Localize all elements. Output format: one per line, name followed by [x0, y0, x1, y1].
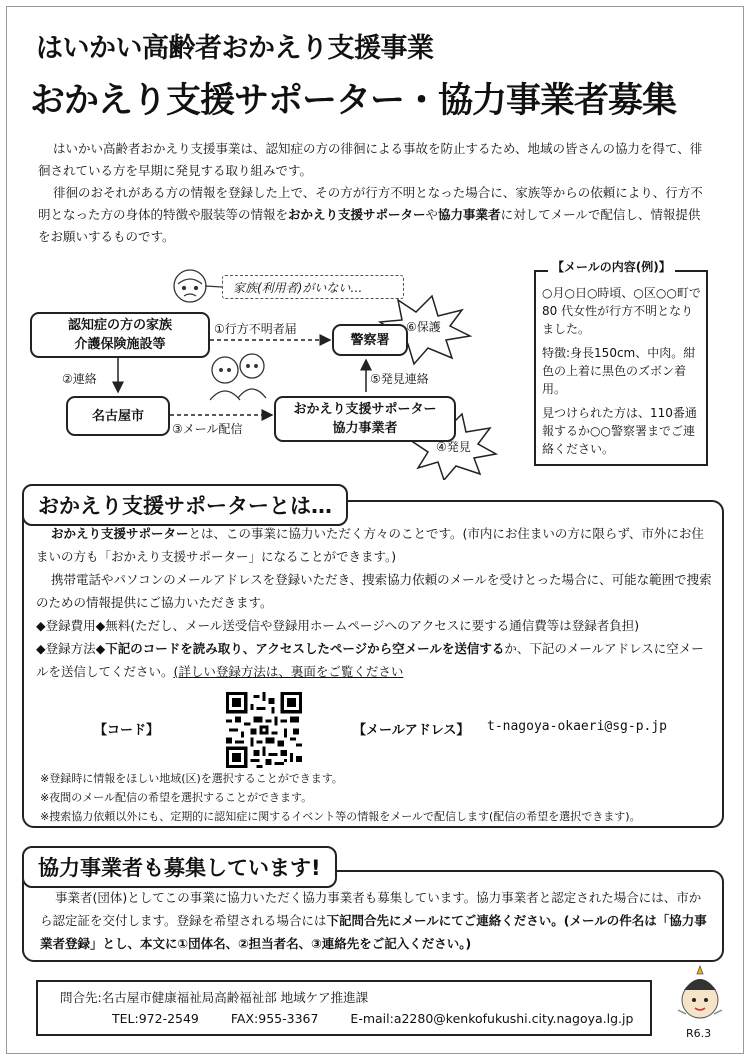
supporter-section-heading: おかえり支援サポーターとは…	[22, 484, 348, 526]
intro-bold-partner: 協力事業者	[438, 207, 501, 222]
city-box-label: 名古屋市	[91, 408, 144, 424]
family-box	[30, 312, 210, 358]
step-4-label: ④発見	[436, 440, 471, 454]
version-label: R6.3	[686, 1027, 712, 1040]
mail-address-label: 【メールアドレス】	[353, 723, 470, 738]
city-box	[66, 396, 170, 436]
code-label: 【コード】	[94, 723, 160, 738]
supporter-box-line2: 協力事業者	[332, 421, 398, 436]
elderly-person-icon	[174, 270, 222, 302]
note-3: ※捜索協力依頼以外にも、定期的に認知症に関するイベント等の情報をメールで配信します(配信の希望を選択できます)。	[40, 810, 641, 823]
mail-address-link[interactable]: t-nagoya-okaeri@sg-p.jp	[487, 719, 668, 734]
supporter-box	[274, 396, 456, 442]
family-box-line1: 認知症の方の家族	[67, 318, 172, 333]
partner-text-bold: 下記問合先にメールにてご連絡ください。(メールの件名は「協力事業者登録」とし、本文に①団体名、②担当者名、③連絡先をご記入ください。)	[40, 913, 707, 951]
title-line1: はいかい高齢者おかえり支援事業	[36, 33, 434, 64]
intro-text-d: に対してメールで配信し、情報提供をお願いするものです。	[38, 207, 701, 244]
supporter-box-line1: おかえり支援サポーター	[293, 402, 437, 417]
method-line	[36, 637, 714, 683]
step-6-label: ⑥保護	[406, 320, 441, 334]
family-box-line2: 介護保険施設等	[74, 337, 166, 352]
step-5-label: ⑤発見連絡	[370, 372, 429, 386]
page-title: おかえり支援サポーター・協力事業者募集	[30, 81, 677, 121]
fee-line: ◆登録費用◆無料(ただし、メール送受信や登録用ホームページへのアクセスに要する通信費等は登録者負担)	[36, 618, 640, 633]
qr-code-icon[interactable]	[226, 692, 302, 768]
step-1-label: ①行方不明者届	[214, 322, 297, 336]
contact-details	[112, 1011, 661, 1026]
police-box-label: 警察署	[350, 332, 390, 348]
mail-example-text	[542, 284, 702, 464]
supporter-p1	[36, 522, 714, 568]
intro-text-a: 徘徊のおそれがある方の情報を登録した上で、その方が行方不明となった場合に、家族等からの依頼により、行方不明となった方の身体的特徴や服装等の情報を	[38, 185, 703, 222]
mail-example-p1: ○月○日○時頃、○区○○町で 80 代女性が行方不明となりました。	[542, 286, 701, 336]
method-details: (詳しい登録方法は、裏面をご覧ください	[173, 664, 404, 679]
speech-bubble: 家族(利用者)がいない…	[222, 275, 404, 299]
step-2-label: ②連絡	[62, 372, 97, 386]
mail-example-heading: 【メールの内容(例)】	[548, 258, 675, 275]
note-1: ※登録時に情報をほしい地域(区)を選択することができます。	[40, 772, 343, 785]
partner-paragraph	[40, 886, 712, 955]
police-box	[332, 324, 408, 356]
step-3-label: ③メール配信	[172, 422, 243, 436]
mascot-icon	[672, 962, 728, 1024]
supporter-p1-bold: おかえり支援サポーター	[51, 526, 189, 541]
supporter-p2: 携帯電話やパソコンのメールアドレスを登録いただき、捜索協力依頼のメールを受けとった場合に、可能な範囲で捜索のための情報提供にご協力いただきます。	[36, 572, 712, 610]
partner-text-a: 事業者(団体)としてこの事業に協力いただく協力事業者も募集しています。協力事業者と認定された場合には、市から認定証を交付します。登録を希望される場合には	[40, 890, 702, 928]
contact-email-link[interactable]: E-mail:a2280@kenkofukushi.city.nagoya.lg.jp	[350, 1011, 634, 1026]
contact-department: 問合先:名古屋市健康福祉局高齢福祉部 地域ケア推進課	[60, 990, 369, 1005]
intro-text-c: や	[425, 207, 439, 222]
supporter-p1-rest: とは、この事業に協力いただく方々のことです。(市内にお住まいの方に限らず、市外にお住まいの方も「おかえり支援サポーター」になることができます。)	[36, 526, 704, 564]
method-label: ◆登録方法◆	[36, 641, 106, 656]
method-bold: 下記のコードを読み取り、アクセスしたページから空メールを送信する	[105, 641, 505, 656]
contact-fax: FAX:955-3367	[230, 1011, 319, 1026]
method-rest: か、下記のメールアドレスに空メールを送信してください。	[36, 641, 704, 679]
partner-section-heading: 協力事業者も募集しています!	[22, 846, 337, 888]
family-icon	[210, 354, 266, 400]
supporter-section-text	[36, 522, 714, 683]
intro-paragraph-1: はいかい高齢者おかえり支援事業は、認知症の方の徘徊による事故を防止するため、地域の皆さんの協力を得て、徘徊されている方を早期に発見する取り組みです。	[38, 141, 703, 178]
mail-example-p3: 見つけられた方は、110番通報するか○○警察署までご連絡ください。	[542, 406, 697, 456]
contact-tel: TEL:972-2549	[112, 1011, 199, 1026]
partner-section-text	[40, 886, 712, 955]
intro-bold-supporter: おかえり支援サポーター	[288, 207, 426, 222]
mail-example-p2: 特徴:身長150cm、中肉。紺色の上着に黒色のズボン着用。	[542, 346, 696, 396]
note-2: ※夜間のメール配信の希望を選択することができます。	[40, 791, 313, 804]
